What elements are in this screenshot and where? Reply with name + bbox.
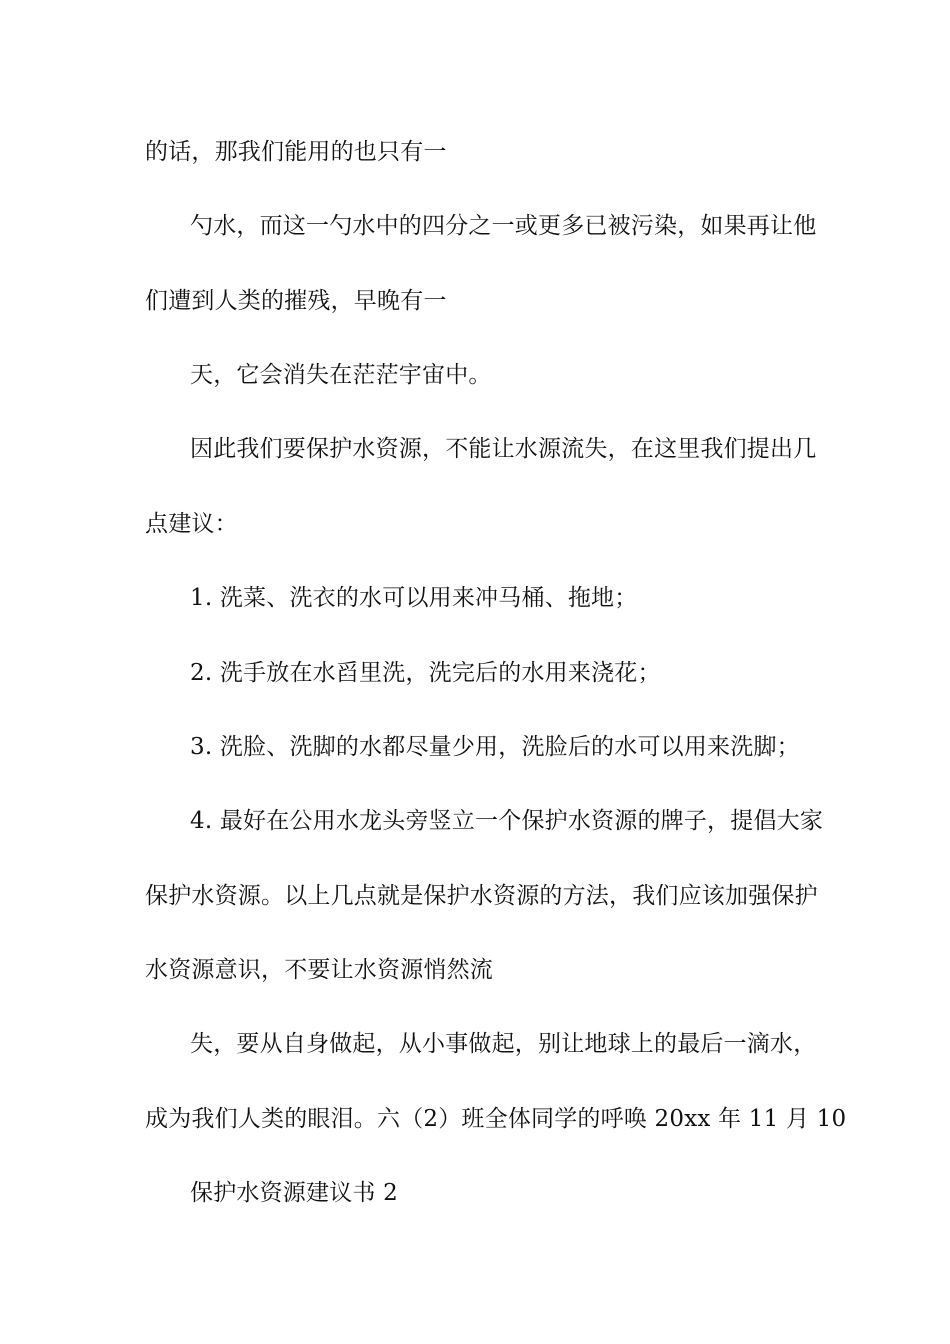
text-line: 天，它会消失在茫茫宇宙中。 — [190, 362, 492, 388]
text-line: 们遭到人类的摧残，早晚有一 — [145, 288, 447, 314]
text-line: 保护水资源。以上几点就是保护水资源的方法，我们应该加强保护 — [145, 883, 818, 909]
list-item: 4. 最好在公用水龙头旁竖立一个保护水资源的牌子，提倡大家 — [190, 808, 824, 834]
list-item: 2. 洗手放在水舀里洗，洗完后的水用来浇花； — [190, 660, 661, 686]
list-item: 1. 洗菜、洗衣的水可以用来冲马桶、拖地； — [190, 585, 638, 611]
list-item: 3. 洗脸、洗脚的水都尽量少用，洗脸后的水可以用来洗脚； — [190, 734, 800, 760]
text-line: 点建议： — [145, 511, 238, 537]
text-line: 因此我们要保护水资源，不能让水源流失，在这里我们提出几 — [190, 436, 817, 462]
text-line: 水资源意识，不要让水资源悄然流 — [145, 957, 493, 983]
section-title: 保护水资源建议书 2 — [190, 1180, 398, 1206]
text-line: 失，要从自身做起，从小事做起，别让地球上的最后一滴水， — [190, 1031, 817, 1057]
text-line: 的话，那我们能用的也只有一 — [145, 139, 447, 165]
text-line: 成为我们人类的眼泪。六（2）班全体同学的呼唤 20xx 年 11 月 10 — [145, 1106, 847, 1132]
text-line: 勺水，而这一勺水中的四分之一或更多已被污染，如果再让他 — [190, 213, 817, 239]
